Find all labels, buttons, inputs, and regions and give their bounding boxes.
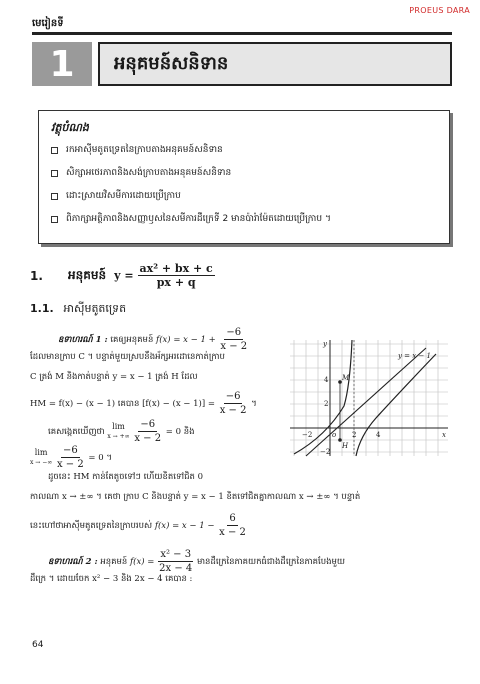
example-label: ឧទាហរណ៍ 1 :: [58, 335, 108, 345]
example-fraction: [157, 548, 194, 575]
example-fx: f(x) = x − 1 +: [156, 335, 216, 345]
asymptote-fraction: [217, 512, 248, 539]
section-title: អាស៊ីមតូតទ្រេត: [63, 302, 127, 315]
checkbox-icon: [51, 193, 58, 200]
section-title: អនុគមន៍: [68, 267, 107, 282]
example-text: អនុគមន៍: [100, 557, 128, 567]
fraction-denominator: 2x − 4: [159, 563, 193, 574]
tick-x-4: 4: [376, 431, 381, 439]
tick-x-minus-2: −2: [302, 431, 313, 439]
fraction-numerator: −6: [226, 327, 242, 338]
checkbox-icon: [51, 170, 58, 177]
example-text: គេឲ្យអនុគមន៍: [110, 335, 154, 345]
lim-subscript: x → +∞: [107, 432, 130, 440]
example-1-line-b: កាលណា x → ±∞ ។ គេថា ក្រាប C និងបន្ទាត់ y = x − 1 ខិតទៅជិតគ្នាកាលណា x → ±∞ ។ បន្ទាត់: [30, 492, 361, 502]
lim-word: lim: [34, 448, 48, 458]
point-m-label: M: [342, 374, 350, 382]
lesson-label: មេរៀនទី: [32, 18, 64, 29]
objective-item: [51, 144, 437, 157]
asymptote-text: នេះហៅថាអាស៊ីមតូតទ្រេតនៃក្រាបរបស់: [30, 521, 153, 531]
example-2-line-2: ដឺក្រេ ។ ដោយចែក x² − 3 និង 2x − 4 គេបាន :: [30, 574, 193, 584]
formula-denominator: px + q: [156, 276, 196, 289]
section-1-1-heading: [30, 302, 126, 318]
example-1-line-c: [30, 512, 452, 539]
lim-subscript: x → −∞: [30, 458, 53, 466]
example-1-line-1: [58, 326, 288, 353]
lesson-number: 1: [32, 42, 92, 86]
objective-item: [51, 213, 437, 226]
limit-operator: [107, 422, 129, 440]
example-1-limit-1: [48, 418, 288, 445]
example-fx: f(x) =: [130, 557, 155, 567]
section-1-heading: [30, 262, 215, 289]
example-1-line-4: [30, 390, 286, 417]
limit-result: = 0 និង: [165, 427, 195, 437]
fraction-denominator: x − 2: [219, 405, 247, 416]
checkbox-icon: [51, 147, 58, 154]
tick-x-2: 2: [352, 431, 357, 439]
fraction-numerator: −6: [225, 391, 241, 402]
example-1-line-a: ដូចនេះ HM កាន់តែតូចទៅៗ ហើយខិតទៅជិត 0: [48, 472, 203, 482]
objective-item: [51, 190, 437, 203]
fraction-numerator: 6: [229, 513, 236, 524]
section-number: 1.: [30, 268, 43, 283]
hm-expression: HM = f(x) − (x − 1) គេបាន [f(x) − (x − 1)] =: [30, 399, 215, 409]
x-axis-label: x: [442, 431, 446, 439]
limit-fraction: [55, 444, 86, 471]
formula-lhs: y =: [114, 269, 134, 282]
asymptote-fx: f(x) = x − 1 −: [154, 521, 215, 531]
lesson-title: អនុគមន៍សនិទាន: [114, 52, 229, 74]
point-h-label: H: [342, 442, 349, 450]
limit-intro: គេសង្កេតឃើញថា: [48, 427, 105, 437]
objective-text: សិក្សាអថេរភាពនិងសង់ក្រាបតាងអនុគមន៍សនិទាន: [66, 168, 232, 178]
example-1-limit-2: [30, 444, 230, 471]
fraction-denominator: x − 2: [56, 459, 84, 470]
fraction-denominator: x − 2: [219, 527, 246, 538]
objectives-list: [51, 144, 437, 226]
tick-y-minus-2: −2: [320, 448, 331, 456]
example-1-line-3: C ត្រង់ M និងកាត់បន្ទាត់ y = x − 1 ត្រង់ H ដែល: [30, 372, 198, 382]
example-label: ឧទាហរណ៍ 2 :: [48, 557, 98, 567]
example-2-line-1: [48, 548, 452, 575]
checkbox-icon: [51, 216, 58, 223]
line-label: y = x − 1: [398, 352, 431, 360]
asymptote-graph: [286, 336, 452, 460]
objectives-heading: វត្ថុបំណង: [51, 121, 89, 134]
sentence-end: ។: [251, 399, 257, 409]
formula-fraction: [138, 262, 215, 289]
objective-item: [51, 167, 437, 180]
page-number: 64: [32, 640, 44, 650]
objective-text: ដោះស្រាយវិសមីការដោយប្រើក្រាប: [66, 191, 181, 201]
fraction-denominator: x − 2: [134, 433, 162, 444]
objective-text: រកអាស៊ីមតូតទ្រេតនៃក្រាបតាងអនុគមន៍សនិទាន: [66, 145, 223, 155]
origin-label: o: [332, 431, 337, 439]
y-axis-label: y: [323, 340, 327, 348]
objective-text: ពិភាក្សាអត្ថិភាពនិងសញ្ញាឫសនៃសមីការដឺក្រេទី 2 មានប៉ារ៉ាម៉ែតដោយប្រើក្រាប ។: [66, 214, 331, 224]
example-text-2: មានដឺក្រេនៃភាគយកធំជាងដឺក្រេនៃភាគបែងមួយ: [196, 557, 345, 567]
fraction-denominator: x − 2: [220, 341, 248, 352]
fraction-numerator: −6: [140, 419, 156, 430]
limit-result: = 0 ។: [88, 453, 112, 463]
header-rule: [32, 32, 452, 35]
objectives-box: [38, 110, 450, 244]
formula-numerator: ax² + bx + c: [139, 262, 213, 275]
example-fraction: [218, 326, 249, 353]
section-number: 1.1.: [30, 302, 54, 315]
lesson-title-box: [98, 42, 452, 86]
brand-label: PROEUS DARA: [409, 6, 470, 15]
lim-word: lim: [112, 422, 125, 432]
tick-y-4: 4: [324, 376, 329, 384]
fraction-numerator: −6: [62, 445, 78, 456]
tick-y-2: 2: [324, 400, 329, 408]
limit-fraction: [132, 418, 163, 445]
example-1-line-2: ដែលមានក្រាប C ។ បន្ទាត់មួយស្របនឹងអ័ក្សអរដោនេកាត់ក្រាប: [30, 352, 225, 362]
hm-fraction: [218, 390, 249, 417]
limit-operator: [30, 448, 52, 466]
fraction-numerator: x² − 3: [160, 549, 192, 560]
